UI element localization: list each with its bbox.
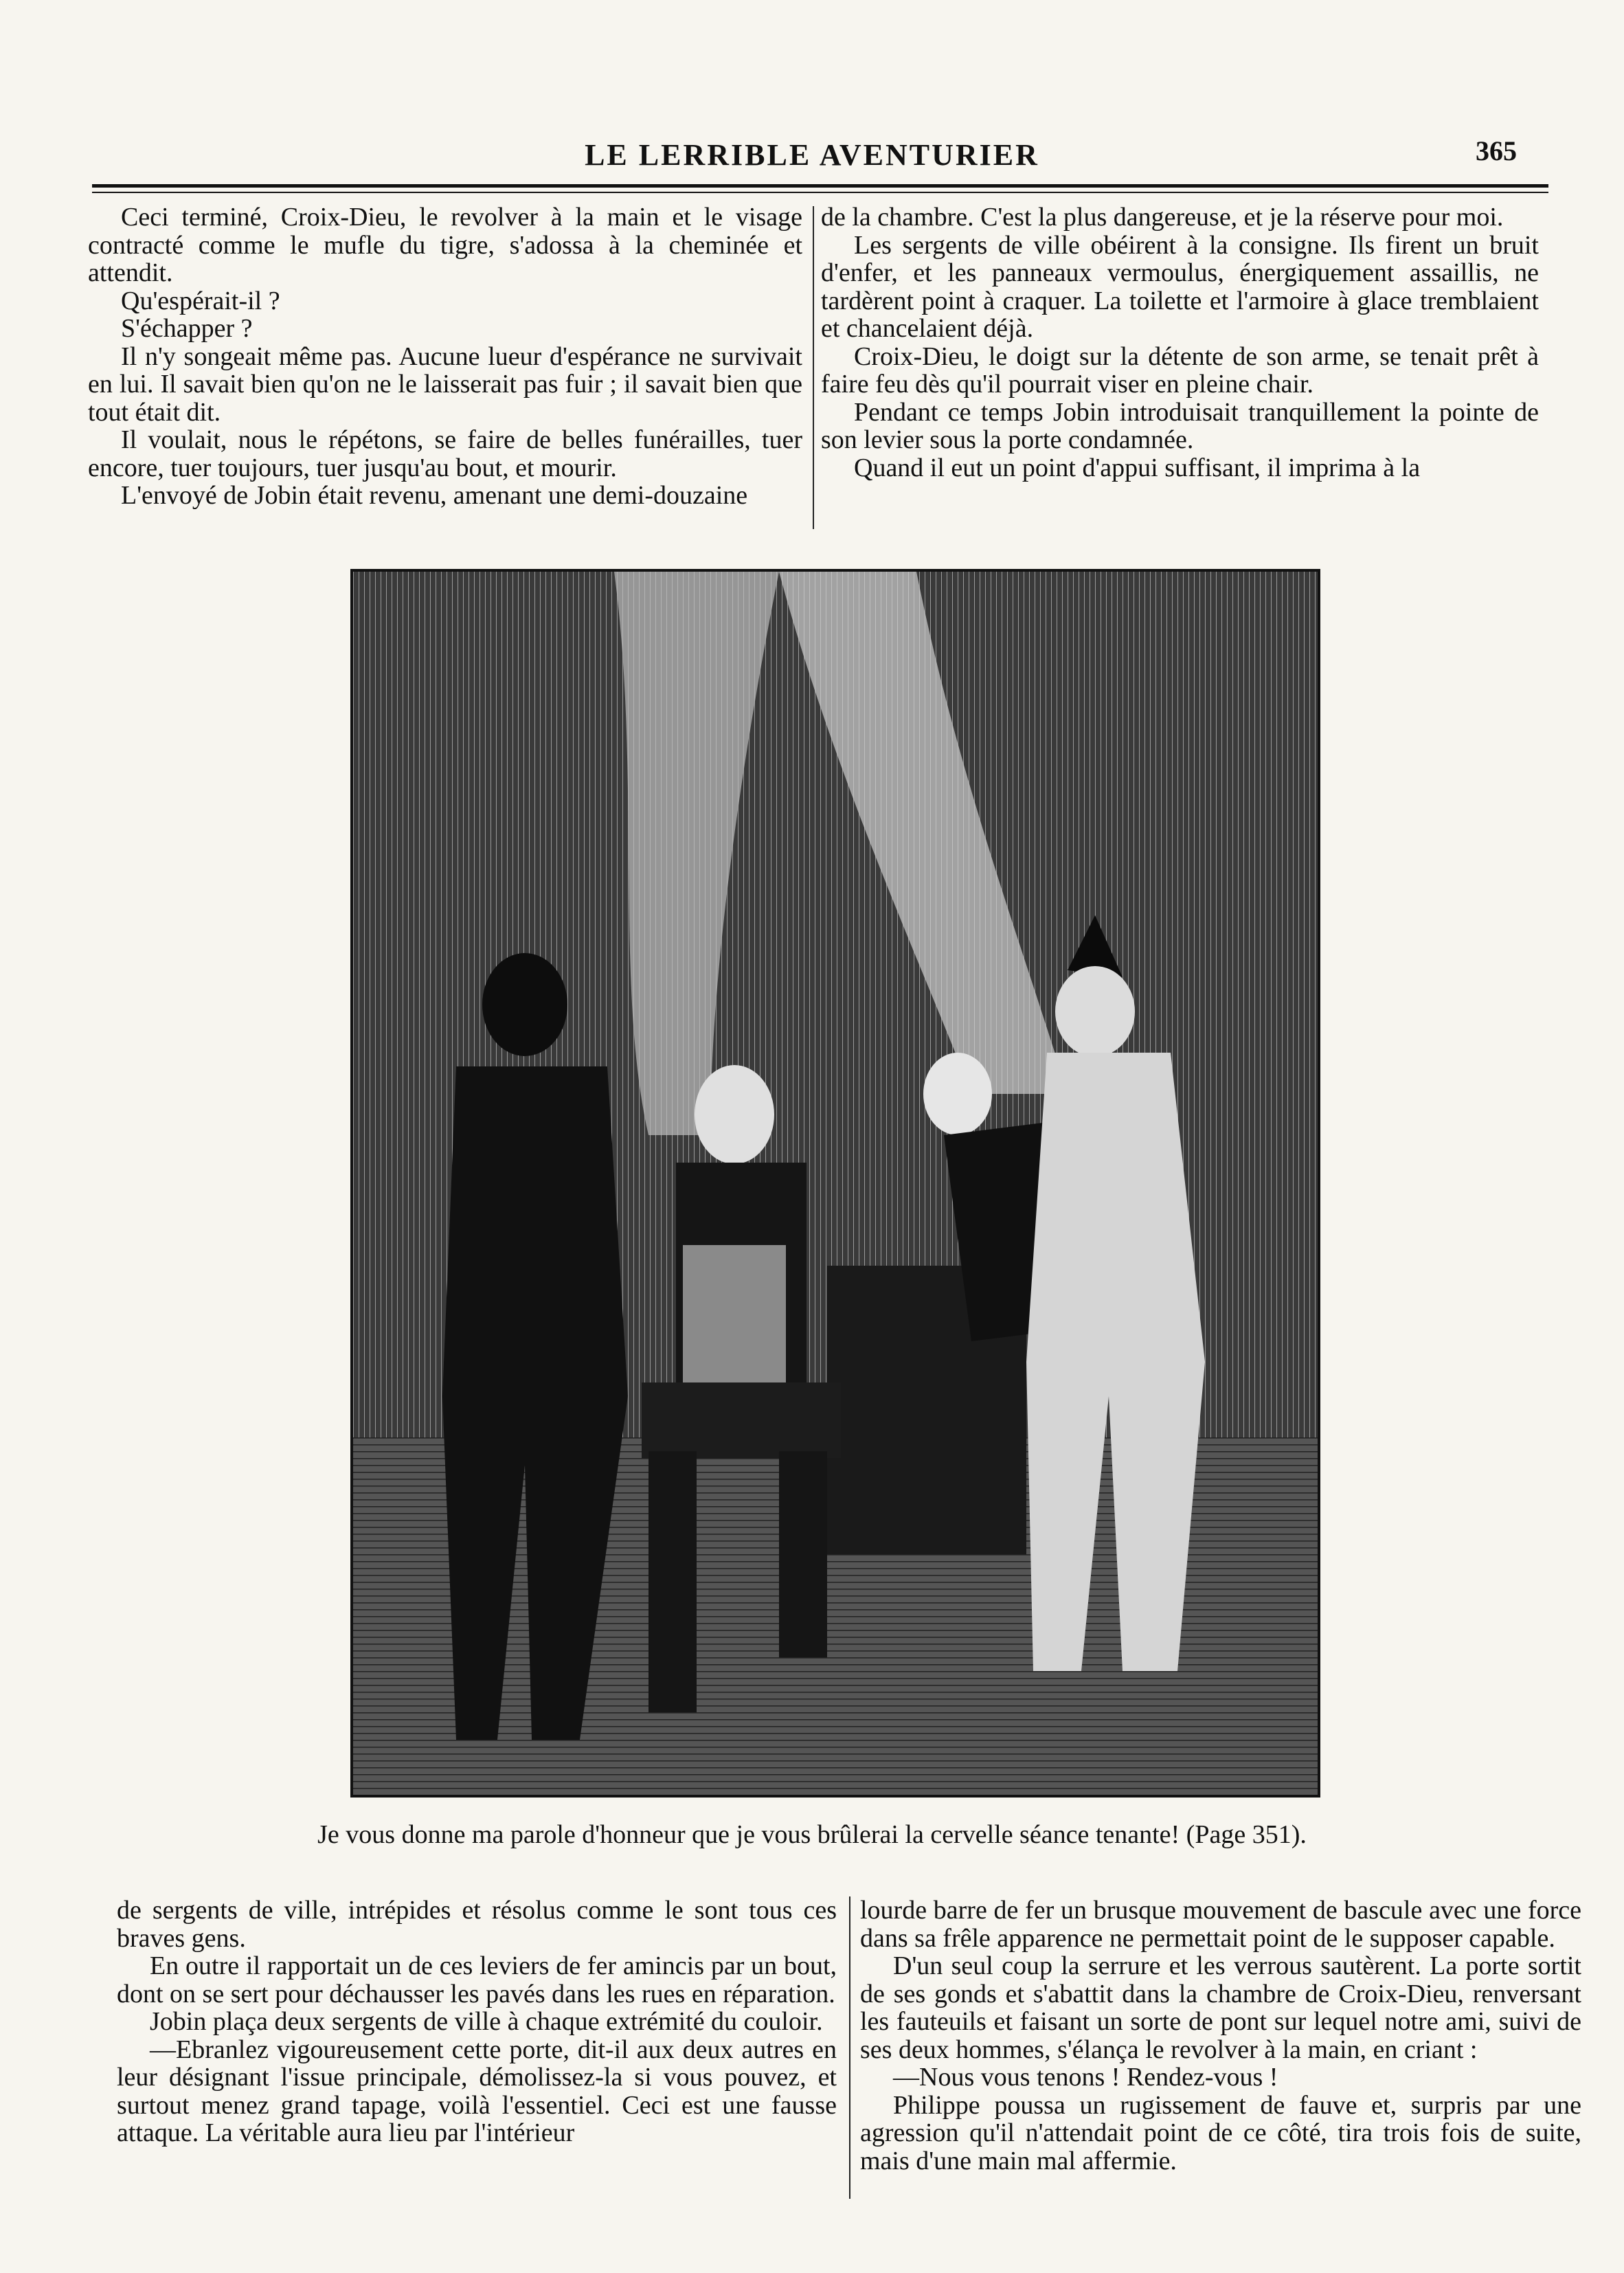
top-left-column: [88, 203, 802, 510]
illustration-caption: Je vous donne ma parole d'honneur que je vous brûlerai la cervelle séance tenante! (Page 351).: [317, 1820, 1307, 1849]
bottom-right-column: [860, 1896, 1581, 2175]
paragraph: Jobin plaça deux sergents de ville à chaque extrémité du couloir.: [150, 2007, 823, 2036]
column-divider-bottom: [849, 1896, 850, 2199]
running-header-title: LE LERRIBLE AVENTURIER: [585, 138, 1039, 172]
paragraph: de sergents de ville, intrépides et résolus comme le sont tous ces braves gens.: [117, 1896, 837, 1953]
paragraph: En outre il rapportait un de ces leviers de fer amincis par un bout, dont on se sert pour déchausser les pavés dans les rues en réparation.: [117, 1951, 837, 2008]
paragraph: L'envoyé de Jobin était revenu, amenant une demi-douzaine: [121, 481, 748, 510]
paragraph: S'échapper ?: [121, 314, 253, 343]
paragraph: de la chambre. C'est la plus dangereuse, et je la réserve pour moi.: [821, 203, 1504, 232]
page-number: 365: [1476, 135, 1517, 166]
paragraph: Les sergents de ville obéirent à la consigne. Ils firent un bruit d'enfer, et les panneaux vermoulus, énergiquement assaillis, ne tardèrent point à craquer. La toilette et l'armoire à glace tremblaient et chancelaient déjà.: [821, 230, 1539, 343]
paragraph: lourde barre de fer un brusque mouvement de bascule avec une force dans sa frêle apparence ne permettait point de le supposer capable.: [860, 1896, 1581, 1953]
paragraph: Il voulait, nous le répétons, se faire de belles funérailles, tuer encore, tuer toujours, tuer jusqu'au bout, et mourir.: [88, 425, 802, 482]
paragraph: Quand il eut un point d'appui suffisant, il imprima à la: [854, 453, 1421, 482]
paragraph: Croix-Dieu, le doigt sur la détente de son arme, se tenait prêt à faire feu dès qu'il pourrait viser en pleine chair.: [821, 341, 1539, 399]
paragraph: Philippe poussa un rugissement de fauve et, surpris par une agression qu'il n'attendait point de ce côté, tira trois fois de suite, mais d'une main mal affermie.: [860, 2090, 1581, 2175]
paragraph: Qu'espérait-il ?: [121, 286, 280, 315]
header-rule-thick: [92, 184, 1548, 188]
top-right-column: [821, 203, 1539, 482]
header-rule-thin: [92, 192, 1548, 193]
paragraph: —Ebranlez vigoureusement cette porte, dit-il aux deux autres en leur désignant l'issue principale, démolissez-la si vous pouvez, et surtout menez grand tapage, voilà l'essentiel. Ceci est une fausse attaque. La véritable aura lieu par l'intérieur: [117, 2035, 837, 2147]
paragraph: D'un seul coup la serrure et les verrous sautèrent. La porte sortit de ses gonds et s'abattit dans la chambre de Croix-Dieu, renversant les fauteuils et faisant un sorte de pont sur lequel notre ami, suivi de ses deux hommes, s'élança le revolver à la main, en criant :: [860, 1951, 1581, 2064]
paragraph: Pendant ce temps Jobin introduisait tranquillement la pointe de son levier sous la porte condamnée.: [821, 397, 1539, 454]
paragraph: —Nous vous tenons ! Rendez-vous !: [893, 2063, 1278, 2092]
column-divider-top: [813, 206, 814, 529]
bottom-left-column: [117, 1896, 837, 2147]
paragraph: Ceci terminé, Croix-Dieu, le revolver à la main et le visage contracté comme le mufle du tigre, s'adossa à la cheminée et attendit.: [88, 203, 802, 287]
engraving-illustration: [350, 569, 1320, 1798]
paragraph: Il n'y songeait même pas. Aucune lueur d'espérance ne survivait en lui. Il savait bien qu'on ne le laisserait pas fuir ; il savait bien que tout était dit.: [88, 341, 802, 427]
